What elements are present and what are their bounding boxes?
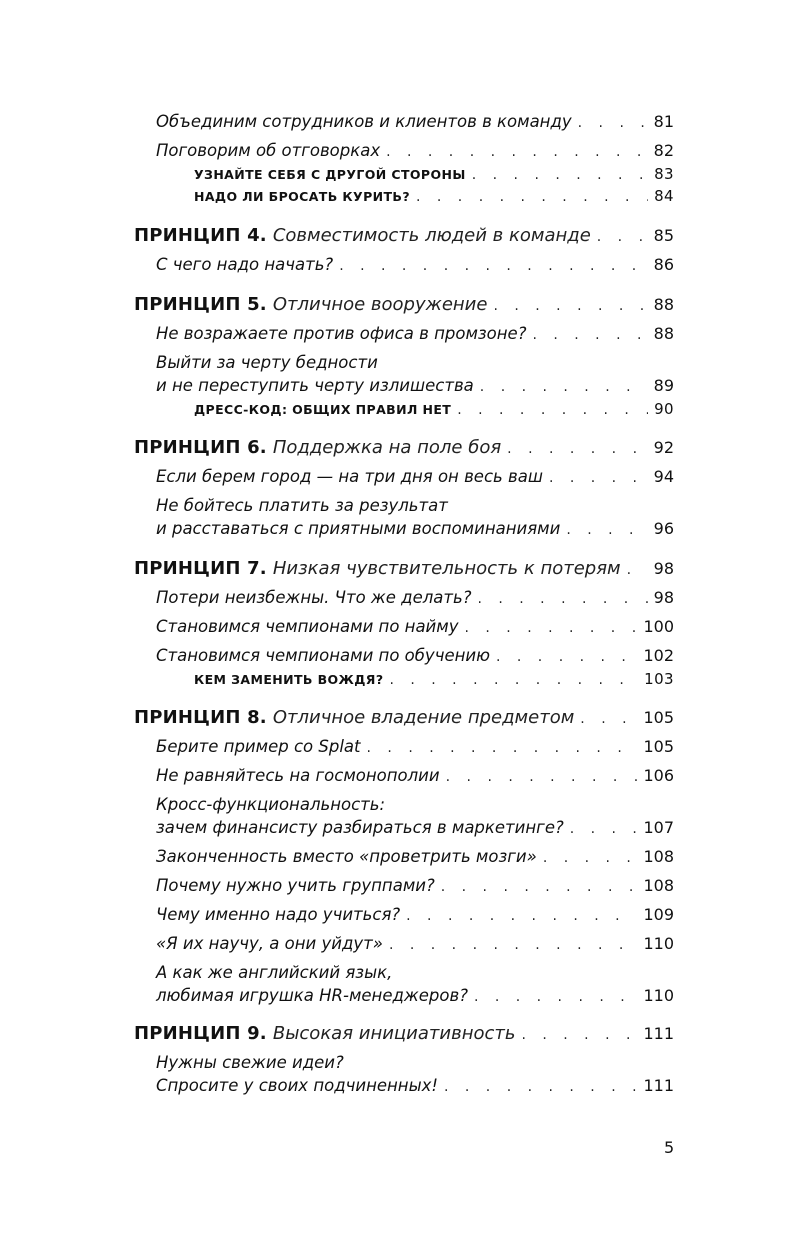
entry-page: 81 <box>653 112 674 131</box>
dot-leader <box>386 140 648 164</box>
entry-title: Становимся чемпионами по найму <box>156 617 459 636</box>
entry-page: 88 <box>653 324 674 343</box>
principle-heading[interactable] <box>134 556 674 583</box>
entry-title: любимая игрушка HR-менеджеров? <box>156 986 468 1005</box>
toc-entry[interactable] <box>156 644 674 669</box>
entry-page: 88 <box>653 295 674 314</box>
dot-leader <box>521 1022 637 1048</box>
toc-entry-caps[interactable] <box>194 399 674 420</box>
entry-page: 83 <box>654 165 674 183</box>
entry-title: Не равняйтесь на госмонополии <box>156 766 440 785</box>
entry-title: Объединим сотрудников и клиентов в команду <box>156 112 572 131</box>
principle-title: Совместимость людей в команде <box>272 225 591 246</box>
dot-leader <box>474 985 638 1009</box>
dot-leader <box>578 111 648 135</box>
dot-leader <box>457 400 648 420</box>
entry-page: 90 <box>654 400 674 418</box>
entry-page: 92 <box>653 438 674 457</box>
toc-entry[interactable] <box>156 110 674 135</box>
entry-title: Берите пример со Splat <box>156 737 361 756</box>
dot-leader <box>543 846 638 870</box>
toc-entry[interactable] <box>156 374 674 399</box>
dot-leader <box>549 466 648 490</box>
dot-leader <box>441 875 638 899</box>
dot-leader <box>627 557 648 583</box>
dot-leader <box>480 375 648 399</box>
toc-entry[interactable] <box>156 984 674 1009</box>
toc-entry[interactable] <box>156 465 674 490</box>
entry-title: НАДО ЛИ БРОСАТЬ КУРИТЬ? <box>194 189 410 204</box>
principle-heading[interactable] <box>134 1021 674 1048</box>
entry-title: Почему нужно учить группами? <box>156 876 435 895</box>
toc-entry-caps[interactable] <box>194 186 674 207</box>
entry-title: Чему именно надо учиться? <box>156 905 401 924</box>
principle-heading[interactable] <box>134 435 674 462</box>
entry-title-line1: Кросс-функциональность: <box>156 795 386 814</box>
toc-entry[interactable] <box>156 1074 674 1099</box>
principle-title: Отличное вооружение <box>272 294 488 315</box>
dot-leader <box>493 293 647 319</box>
entry-title: КЕМ ЗАМЕНИТЬ ВОЖДЯ? <box>194 672 384 687</box>
principle-heading[interactable] <box>134 292 674 319</box>
toc-entry[interactable] <box>156 139 674 164</box>
entry-title: Не возражаете против офиса в промзоне? <box>156 324 527 343</box>
dot-leader <box>339 254 647 278</box>
entry-page: 111 <box>643 1076 674 1095</box>
dot-leader <box>444 1075 637 1099</box>
entry-title: Спросите у своих подчиненных! <box>156 1076 438 1095</box>
page-number: 5 <box>664 1138 675 1157</box>
entry-page: 102 <box>643 646 674 665</box>
toc-entry[interactable] <box>156 903 674 928</box>
entry-title: Если берем город — на три дня он весь ваш <box>156 467 543 486</box>
toc-entry[interactable] <box>156 764 674 789</box>
entry-title: С чего надо начать? <box>156 255 334 274</box>
dot-leader <box>580 706 637 732</box>
entry-page: 89 <box>653 376 674 395</box>
entry-page: 109 <box>643 905 674 924</box>
entry-page: 85 <box>653 226 674 245</box>
entry-page: 103 <box>644 670 674 688</box>
entry-page: 98 <box>653 588 674 607</box>
toc-entry[interactable] <box>156 932 674 957</box>
toc-entry[interactable] <box>156 735 674 760</box>
toc-entry[interactable] <box>156 874 674 899</box>
dot-leader <box>597 224 648 250</box>
dot-leader <box>570 817 638 841</box>
principle-heading[interactable] <box>134 705 674 732</box>
entry-title-line1: А как же английский язык, <box>156 963 393 982</box>
entry-title: Потери неизбежны. Что же делать? <box>156 588 472 607</box>
entry-page: 96 <box>653 519 674 538</box>
principle-heading[interactable] <box>134 223 674 250</box>
entry-page: 94 <box>653 467 674 486</box>
dot-leader <box>367 736 638 760</box>
principle-label: ПРИНЦИП 9. <box>134 1023 267 1044</box>
entry-page: 108 <box>643 876 674 895</box>
entry-page: 111 <box>643 1024 674 1043</box>
entry-page: 105 <box>643 708 674 727</box>
dot-leader <box>389 933 637 957</box>
entry-page: 84 <box>654 187 674 205</box>
dot-leader <box>566 518 647 542</box>
entry-title: Поговорим об отговорках <box>156 141 381 160</box>
principle-label: ПРИНЦИП 7. <box>134 558 267 579</box>
entry-title: зачем финансисту разбираться в маркетинге? <box>156 818 564 837</box>
entry-title: Становимся чемпионами по обучению <box>156 646 490 665</box>
entry-page: 106 <box>643 766 674 785</box>
entry-page: 107 <box>643 818 674 837</box>
dot-leader <box>496 645 637 669</box>
entry-page: 105 <box>643 737 674 756</box>
toc-entry[interactable] <box>156 615 674 640</box>
toc-entry[interactable] <box>156 816 674 841</box>
dot-leader <box>532 323 647 347</box>
toc-entry[interactable] <box>156 845 674 870</box>
entry-title: и расставаться с приятными воспоминаниями <box>156 519 561 538</box>
principle-title: Отличное владение предметом <box>272 707 575 728</box>
entry-title: и не переступить черту излишества <box>156 376 474 395</box>
entry-title-line1: Не бойтесь платить за результат <box>156 496 448 515</box>
entry-title: «Я их научу, а они уйдут» <box>156 934 383 953</box>
entry-page: 98 <box>653 559 674 578</box>
dot-leader <box>507 436 647 462</box>
entry-page: 108 <box>643 847 674 866</box>
principle-title: Поддержка на поле боя <box>272 437 502 458</box>
entry-title: УЗНАЙТЕ СЕБЯ С ДРУГОЙ СТОРОНЫ <box>194 167 466 182</box>
dot-leader <box>389 670 638 690</box>
principle-label: ПРИНЦИП 8. <box>134 707 267 728</box>
principle-title: Высокая инициативность <box>272 1023 516 1044</box>
toc-entry[interactable] <box>156 586 674 611</box>
principle-label: ПРИНЦИП 4. <box>134 225 267 246</box>
principle-label: ПРИНЦИП 6. <box>134 437 267 458</box>
entry-page: 110 <box>643 934 674 953</box>
entry-title-line1: Нужны свежие идеи? <box>156 1053 344 1072</box>
toc-entry[interactable] <box>156 517 674 542</box>
entry-page: 110 <box>643 986 674 1005</box>
dot-leader <box>477 587 647 611</box>
principle-label: ПРИНЦИП 5. <box>134 294 267 315</box>
toc-entry-caps[interactable] <box>194 164 674 185</box>
principle-title: Низкая чувствительность к потерям <box>272 558 621 579</box>
entry-page: 82 <box>653 141 674 160</box>
entry-page: 86 <box>653 255 674 274</box>
entry-title: Законченность вместо «проветрить мозги» <box>156 847 537 866</box>
dot-leader <box>416 187 648 207</box>
entry-title: ДРЕСС-КОД: ОБЩИХ ПРАВИЛ НЕТ <box>194 402 452 417</box>
dot-leader <box>465 616 638 640</box>
entry-title-line1: Выйти за черту бедности <box>156 353 378 372</box>
dot-leader <box>472 165 648 185</box>
toc-entry-caps[interactable] <box>194 669 674 690</box>
entry-page: 100 <box>643 617 674 636</box>
dot-leader <box>446 765 638 789</box>
toc-entry[interactable] <box>156 253 674 278</box>
toc-entry[interactable] <box>156 322 674 347</box>
dot-leader <box>406 904 637 928</box>
